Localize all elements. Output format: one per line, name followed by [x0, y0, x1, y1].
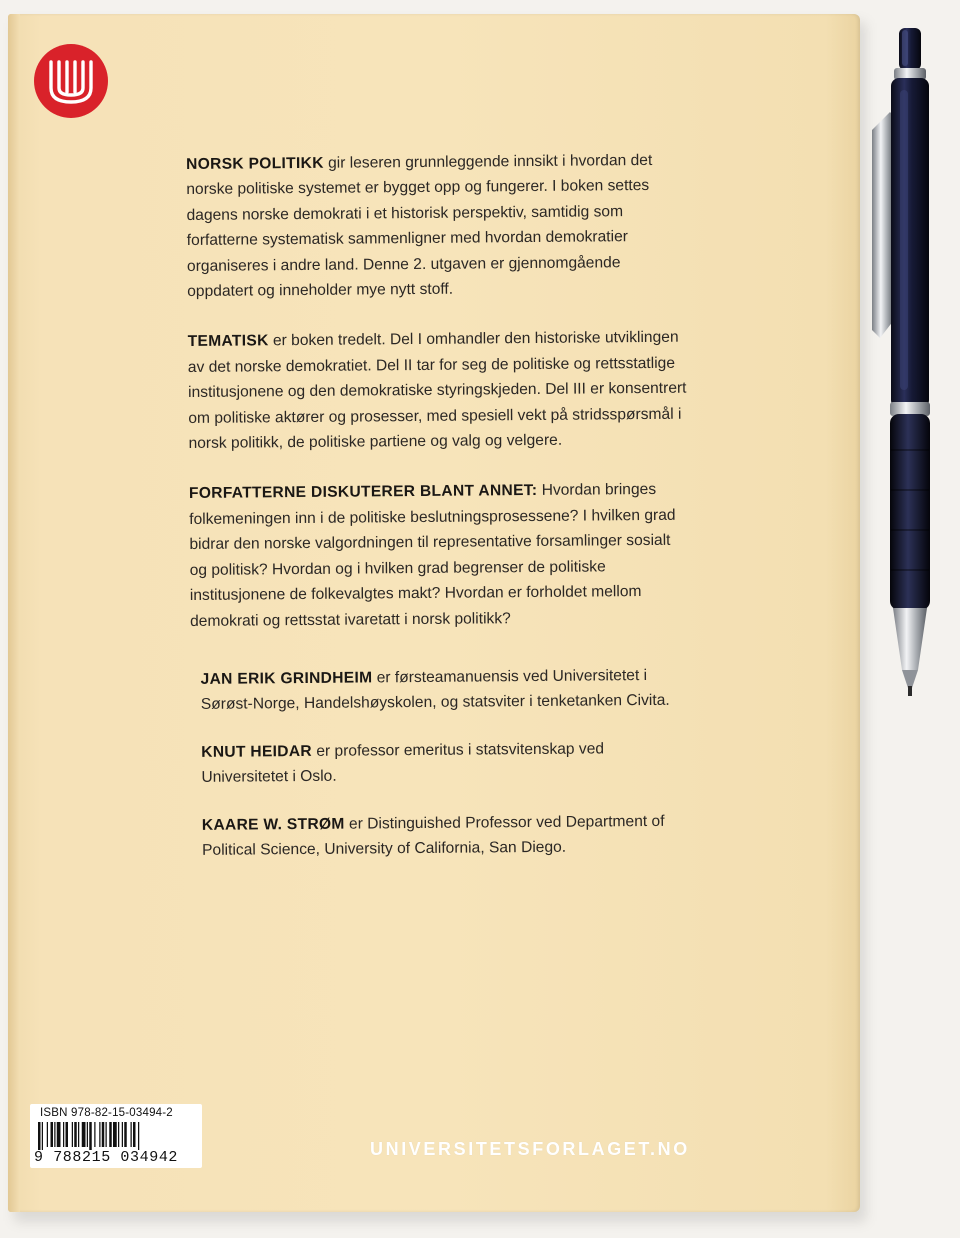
paragraph-discussion: [189, 477, 690, 634]
paragraph-thematic: [188, 325, 689, 456]
barcode-label: [30, 1104, 202, 1168]
author-bio: [202, 808, 692, 863]
author-description: er Distinguished Professor ved Department of Political Science, University of California, San Diego.: [202, 812, 665, 859]
author-description: er professor emeritus i statsvitenskap ved Universitetet i Oslo.: [201, 740, 605, 787]
barcode-digits: 9 788215 034942: [34, 1149, 179, 1166]
paragraph-thematic-lead: TEMATISK: [187, 332, 269, 351]
publisher-logo-icon: [34, 44, 108, 118]
book-spine-edge: [8, 14, 20, 1212]
isbn-number: ISBN 978-82-15-03494-2: [40, 1107, 173, 1119]
paragraph-discussion-lead: FORFATTERNE DISKUTERER BLANT ANNET:: [188, 482, 538, 503]
paragraph-thematic-body: er boken tredelt. Del I omhandler den historiske utviklingen av det norske demokratiet. Del II tar for seg de politiske og rettsstatlige institusjonene og den demokratiske styringskjeden. Del III er konsentrert om politiske aktører og prosesser, med spesiell vekt på stridsspørsmål i norsk politikk, de politiske partiene og valg og velgere.: [187, 329, 687, 453]
pen-icon: [860, 20, 952, 700]
paragraph-intro: [186, 148, 687, 305]
author-name: KNUT HEIDAR: [201, 742, 313, 761]
paragraph-intro-body: gir leseren grunnleggende innsikt i hvordan det norske politiske systemet er bygget opp og fungerer. I boken settes dagens norske demokrati i et historisk perspektiv, samtidig som forfatterne systematisk sammenligner med hvordan demokratier organiseres i andre land. Denne 2. utgaven er gjennomgående oppdatert og inneholder mye nytt stoff.: [186, 151, 653, 301]
paragraph-discussion-body: Hvordan bringes folkemeningen inn i de politiske beslutningsprosessene? I hvilken grad bidrar den norske valgordningen til representative forsamlinger sosialt og politisk? Hvordan og i hvilken grad begrenser de politiske institusjonene de folkevalgtes makt? Hvordan er forholdet mellom demokrati og rettsstat ivaretatt i norsk politikk?: [189, 481, 676, 630]
barcode-bars-icon: [38, 1122, 194, 1150]
author-description: er førsteamanuensis ved Universitetet i Sørøst-Norge, Handelshøyskolen, og statsviter i tenketanken Civita.: [200, 666, 670, 714]
back-cover-text: [186, 148, 692, 886]
author-bios: [190, 663, 692, 864]
author-name: JAN ERIK GRINDHEIM: [200, 669, 373, 688]
author-name: KAARE W. STRØM: [201, 815, 345, 834]
author-bio: [200, 663, 690, 718]
author-bio: [201, 735, 691, 790]
publisher-website: UNIVERSITETSFORLAGET.NO: [370, 1139, 690, 1159]
paragraph-intro-lead: NORSK POLITIKK: [186, 154, 324, 173]
